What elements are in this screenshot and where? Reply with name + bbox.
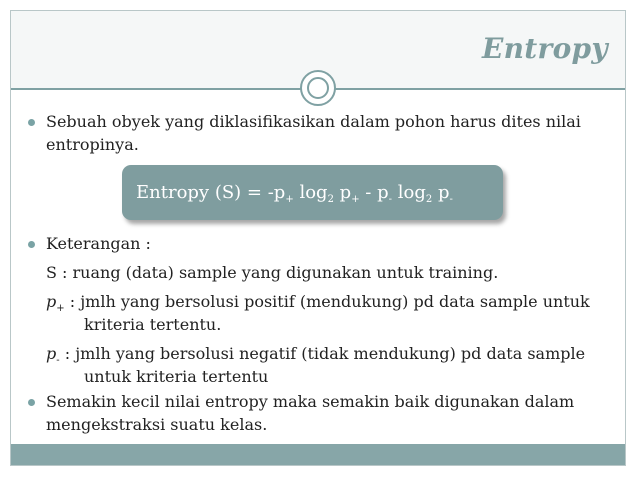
bullet-text-2: Keterangan : — [46, 234, 151, 253]
bullet-item — [28, 110, 608, 156]
bullet-dot-icon — [28, 119, 35, 126]
formula-subscript: - — [388, 194, 393, 205]
definition-p-minus — [28, 342, 608, 388]
formula-subscript: + — [285, 194, 294, 205]
slide-title: Entropy — [481, 32, 608, 65]
formula-subscript: + — [351, 194, 360, 205]
formula-part: Entropy (S) = -p — [136, 182, 286, 203]
bullet-dot-icon — [28, 241, 35, 248]
formula-part: - p — [359, 182, 389, 203]
formula-part: log — [293, 182, 328, 203]
circle-ornament-icon — [300, 70, 336, 106]
slide-content — [28, 110, 608, 436]
p-minus-text: : jmlh yang bersolusi negatif (tidak mendukung) pd data sample — [59, 344, 586, 363]
p-plus-continuation: kriteria tertentu. — [84, 315, 222, 334]
formula-subscript: 2 — [425, 194, 433, 205]
definition-s — [28, 261, 608, 284]
bottom-band — [11, 444, 625, 465]
bullet-text-3: Semakin kecil nilai entropy maka semakin baik digunakan dalam mengekstraksi suatu kelas. — [46, 392, 575, 434]
p-minus-symbol: p — [46, 344, 57, 363]
bullet-item — [28, 232, 608, 255]
definition-s-text: S : ruang (data) sample yang digunakan untuk training. — [46, 263, 499, 282]
entropy-formula-box — [122, 165, 503, 220]
formula-part: log — [392, 182, 426, 203]
p-plus-text: : jmlh yang bersolusi positif (mendukung) pd data sample untuk — [64, 292, 590, 311]
bullet-dot-icon — [28, 399, 35, 406]
formula-subscript: 2 — [327, 194, 334, 205]
definition-p-plus — [28, 290, 608, 336]
p-minus-continuation: untuk kriteria tertentu — [84, 367, 269, 386]
bullet-item — [28, 390, 608, 436]
circle-ornament-inner — [307, 77, 329, 99]
p-plus-symbol: p — [46, 292, 57, 311]
formula-subscript: - — [449, 194, 453, 205]
p-plus-subscript: + — [56, 303, 65, 314]
formula-part: p — [432, 182, 450, 203]
formula-part: p — [333, 182, 352, 203]
bullet-text-1: Sebuah obyek yang diklasifikasikan dalam pohon harus dites nilai entropinya. — [46, 112, 581, 154]
p-minus-subscript: - — [56, 355, 60, 366]
